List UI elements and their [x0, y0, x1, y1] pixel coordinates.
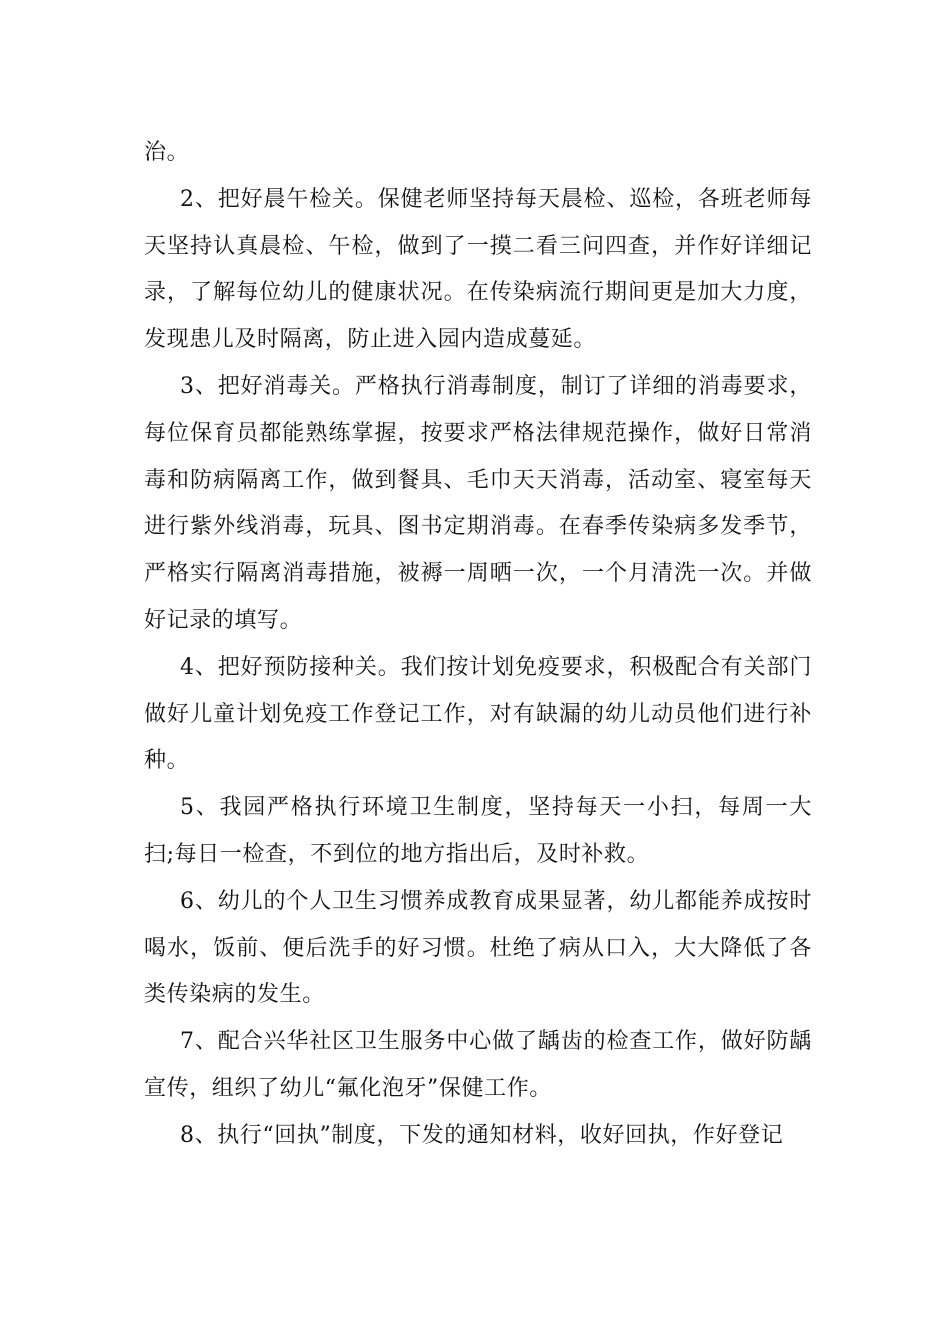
paragraph-item-6: 6、幼儿的个人卫生习惯养成教育成果显著，幼儿都能养成按时喝水，饭前、便后洗手的好习惯。杜绝了病从口入，大大降低了各类传染病的发生。: [144, 888, 812, 1008]
paragraph-item-3: 3、把好消毒关。严格执行消毒制度，制订了详细的消毒要求，每位保育员都能熟练掌握，按要求严格法律规范操作，做好日常消毒和防病隔离工作，做到餐具、毛巾天天消毒，活动室、寝室每天进行紫外线消毒，玩具、图书定期消毒。在春季传染病多发季节，严格实行隔离消毒措施，被褥一周晒一次，一个月清洗一次。并做好记录的填写。: [144, 373, 812, 633]
paragraph-item-2: 2、把好晨午检关。保健老师坚持每天晨检、巡检，各班老师每天坚持认真晨检、午检，做到了一摸二看三问四查，并作好详细记录，了解每位幼儿的健康状况。在传染病流行期间更是加大力度，发现患儿及时隔离，防止进入园内造成蔓延。: [144, 186, 812, 353]
document-body: [144, 130, 812, 1160]
paragraph-item-5: 5、我园严格执行环境卫生制度，坚持每天一小扫，每周一大扫;每日一检查，不到位的地方指出后，及时补救。: [144, 795, 812, 867]
paragraph-item-4: 4、把好预防接种关。我们按计划免疫要求，积极配合有关部门做好儿童计划免疫工作登记工作，对有缺漏的幼儿动员他们进行补种。: [144, 654, 812, 774]
paragraph-continuation: 治。: [144, 140, 190, 165]
paragraph-item-8: 8、执行“回执”制度，下发的通知材料，收好回执，作好登记: [180, 1122, 784, 1148]
paragraph-item-7: 7、配合兴华社区卫生服务中心做了龋齿的检查工作，做好防龋宣传，组织了幼儿“氟化泡牙”保健工作。: [144, 1029, 812, 1101]
